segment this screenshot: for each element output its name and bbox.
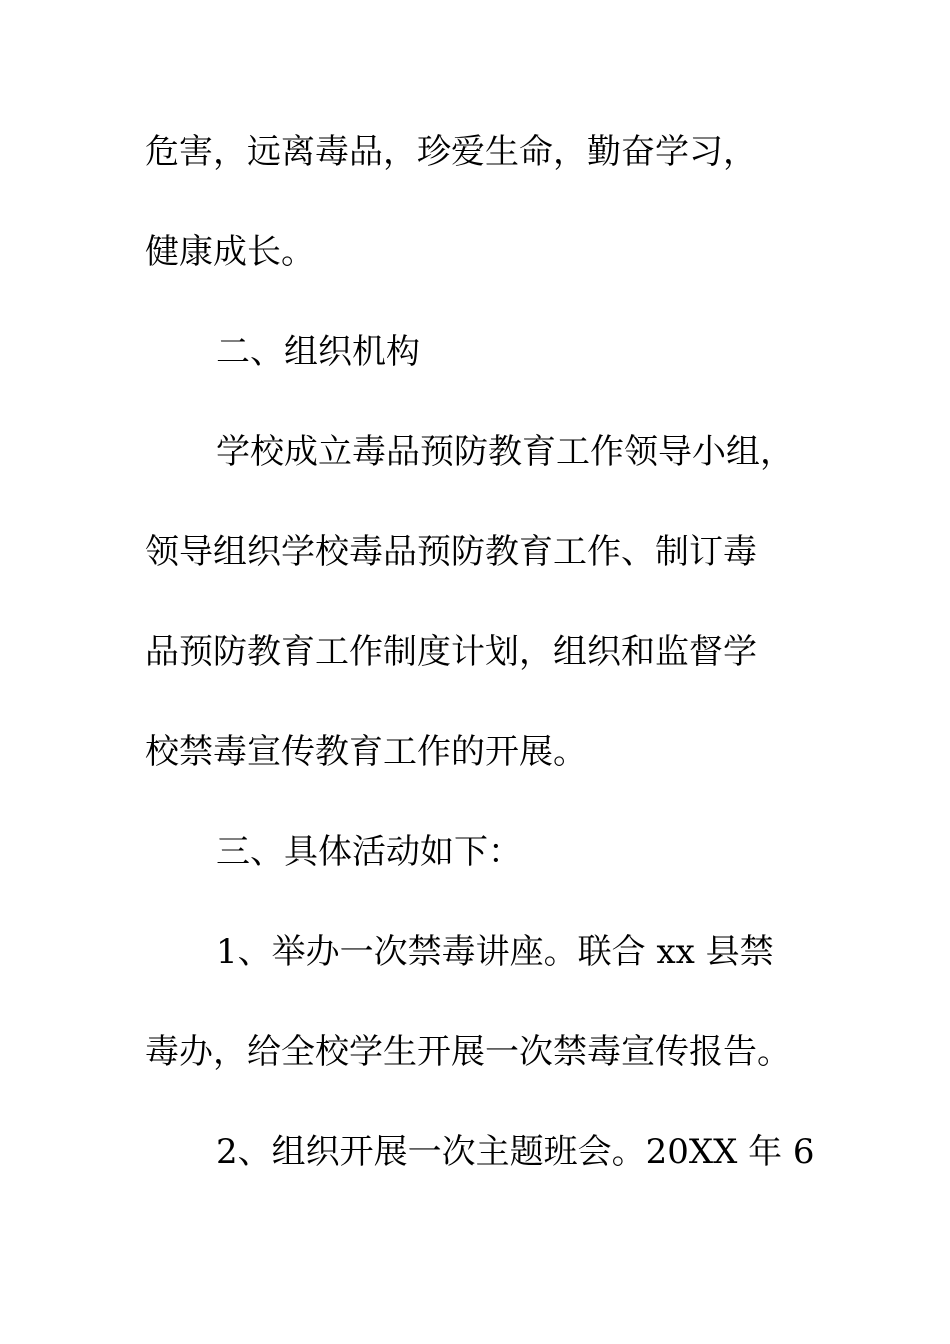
section-heading-organization: 二、组织机构 <box>216 332 420 372</box>
list-item-1-line-2: 毒办，给全校学生开展一次禁毒宣传报告。 <box>145 1032 791 1072</box>
paragraph-line-2: 健康成长。 <box>145 232 315 272</box>
paragraph-line-4: 学校成立毒品预防教育工作领导小组， <box>216 432 794 472</box>
paragraph-line-1: 危害，远离毒品，珍爱生命，勤奋学习， <box>145 132 757 172</box>
paragraph-line-7: 校禁毒宣传教育工作的开展。 <box>145 732 587 772</box>
paragraph-line-5: 领导组织学校毒品预防教育工作、制订毒 <box>145 532 757 572</box>
list-item-2-line-1: 2、组织开展一次主题班会。20XX 年 6 <box>216 1132 815 1172</box>
section-heading-activities: 三、具体活动如下： <box>216 832 522 872</box>
paragraph-line-6: 品预防教育工作制度计划，组织和监督学 <box>145 632 757 672</box>
list-item-1-line-1: 1、举办一次禁毒讲座。联合 xx 县禁 <box>216 932 774 972</box>
